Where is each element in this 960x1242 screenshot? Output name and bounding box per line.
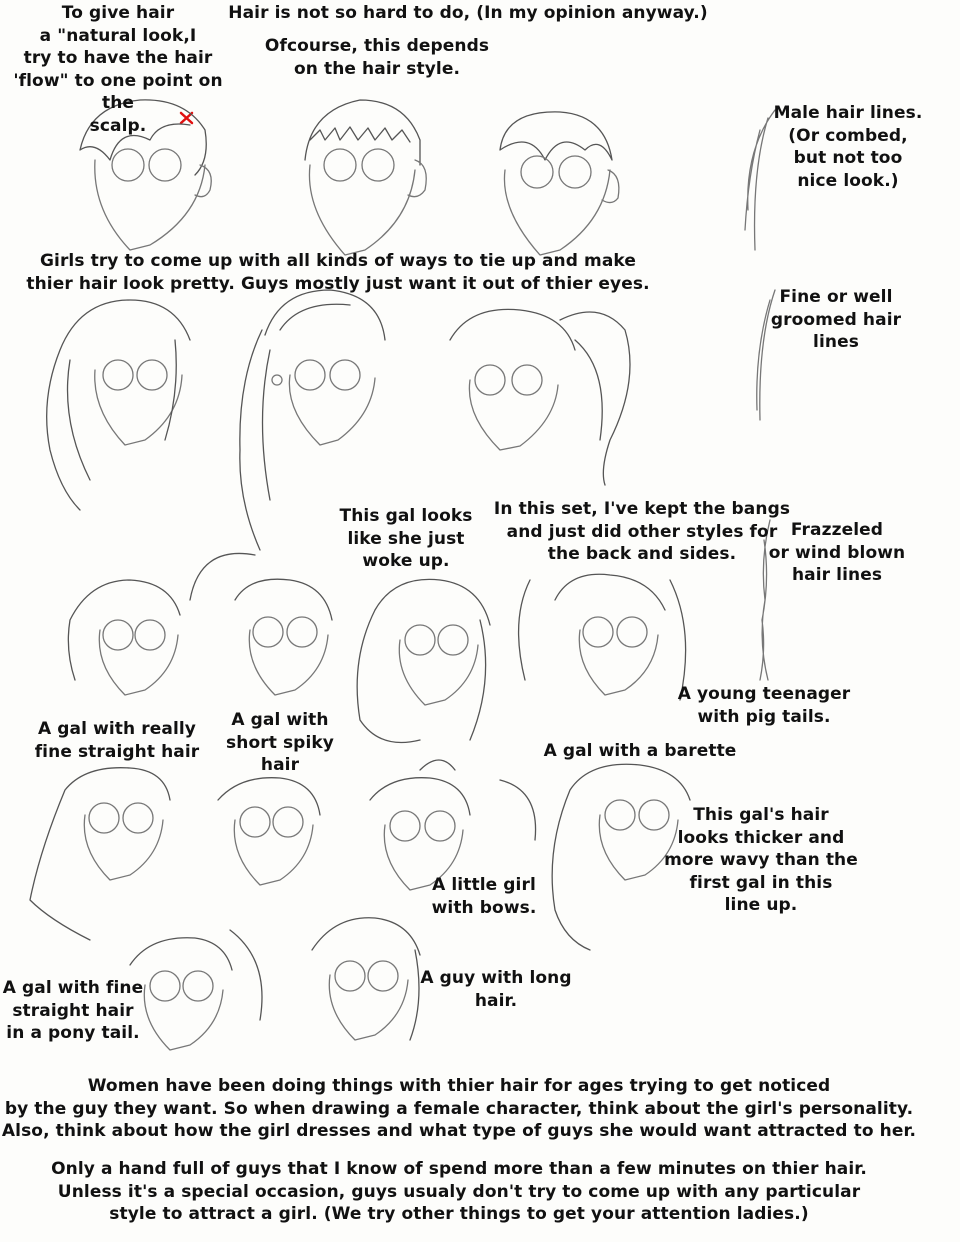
long-hair-guy-note: A guy with long hair. [420,968,572,1011]
thicker-hair-note: This gal's hair looks thicker and more wavy than the first gal in this line up. [664,805,858,915]
girl-head-short-hair [218,778,320,885]
women-paragraph: Women have been doing things with thier hair for ages trying to get noticed by the guy they want. So when drawing a female character, think about the girl's personality. Also, think about how the girl dresses and what type of guys she would want attracted to her. [1,1076,917,1141]
woke-up-note: This gal looks like she just woke up. [339,506,473,571]
girl-head-fine-straight [68,580,180,695]
male-hair-lines-note: Male hair lines. (Or combed, but not too nice look.) [773,103,923,191]
barette-note: A gal with a barette [543,741,737,761]
fine-straight-note: A gal with really fine straight hair [34,719,200,762]
frazzeled-note: Frazzeled or wind blown hair lines [768,520,906,585]
fine-hair-lines-note: Fine or well groomed hair lines [770,287,902,352]
girl-head-ponytail-band [130,930,262,1050]
bows-note: A little girl with bows. [431,875,537,918]
depends-note: Ofcourse, this depends on the hair style. [264,36,490,79]
girl-head-long [47,300,190,510]
short-spiky-note: A gal with short spiky hair [226,710,334,775]
pony-tail-note: A gal with fine straight hair in a pony tail. [2,978,144,1043]
girl-head-ponytail [450,309,630,485]
girl-head-pigtails [519,574,686,700]
male-head-spiky [305,100,426,255]
teen-pigtails-note: A young teenager with pig tails. [677,684,851,727]
girl-head-short-spiky [190,553,332,695]
natural-look-note: To give hair a "natural look,I try to have the hair 'flow" to one point on the scalp. [13,3,223,136]
girl-head-barette-long [30,768,170,940]
girl-head-woke-up [357,579,490,742]
male-head-combed [500,112,619,255]
bangs-set-note: In this set, I've kept the bangs and just did other styles for the back and sides. [493,499,791,564]
girls-guys-note: Girls try to come up with all kinds of ways to tie up and make thier hair look pretty. Guys mostly just want it out of thier eyes. [26,251,650,294]
guys-paragraph: Only a hand full of guys that I know of spend more than a few minutes on thier hair. Unless it's a special occasion, guys usualy don't try to come up with any particular style to attract a girl. (We try other things to get your attention ladies.) [51,1159,867,1224]
girl-head-bows [370,760,536,890]
page-title: Hair is not so hard to do, (In my opinion anyway.) [228,3,708,23]
guy-head-long-hair [312,918,420,1040]
